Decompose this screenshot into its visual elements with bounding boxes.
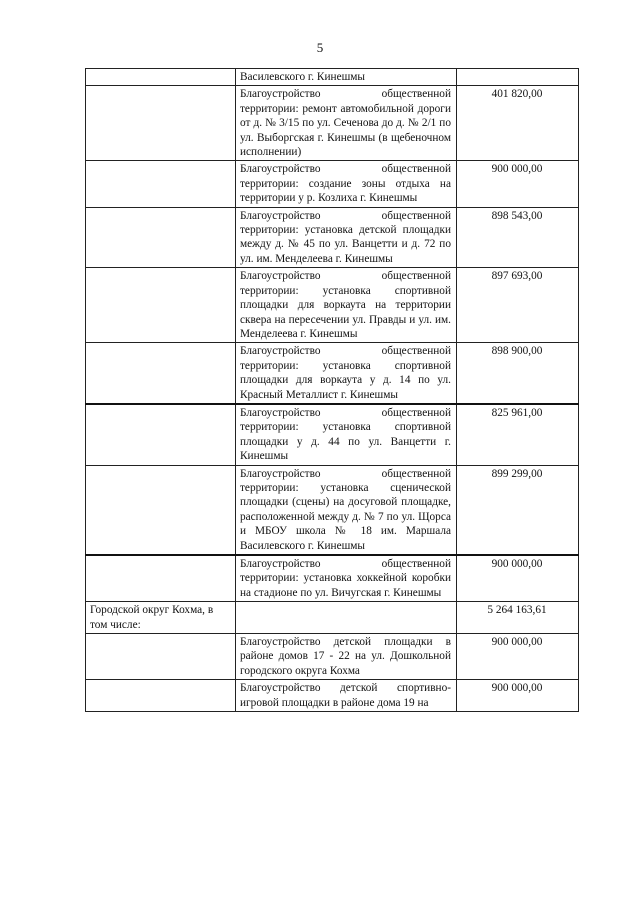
funding-table bbox=[85, 68, 579, 712]
project-cell: Благоустройство детской спортивно-игровой площадки в районе дома 19 на bbox=[236, 680, 457, 712]
municipality-cell bbox=[86, 465, 236, 555]
municipality-cell bbox=[86, 69, 236, 86]
amount-cell bbox=[457, 69, 579, 86]
amount-cell: 897 693,00 bbox=[457, 268, 579, 343]
table-row bbox=[86, 602, 579, 634]
project-cell: Благоустройство общественной территории: установка спортивной площадки для воркаута на территории сквера на пересечении ул. Правды и ул. им. Менделеева г. Кинешмы bbox=[236, 268, 457, 343]
amount-cell: 900 000,00 bbox=[457, 555, 579, 602]
municipality-cell: Городской округ Кохма, в том числе: bbox=[86, 602, 236, 634]
project-cell: Благоустройство общественной территории: установка спортивной площадки для воркаута у д. 14 по ул. Красный Металлист г. Кинешмы bbox=[236, 343, 457, 404]
table-row bbox=[86, 161, 579, 207]
municipality-cell bbox=[86, 268, 236, 343]
municipality-cell bbox=[86, 634, 236, 680]
table-row bbox=[86, 404, 579, 465]
municipality-cell bbox=[86, 555, 236, 602]
table-row bbox=[86, 555, 579, 602]
table-row bbox=[86, 343, 579, 404]
table-row bbox=[86, 680, 579, 712]
municipality-cell bbox=[86, 207, 236, 268]
amount-cell: 401 820,00 bbox=[457, 86, 579, 161]
municipality-cell bbox=[86, 86, 236, 161]
amount-cell: 898 900,00 bbox=[457, 343, 579, 404]
project-cell: Благоустройство общественной территории: установка сценической площадки (сцены) на досуговой площадке, расположенной между д. № 7 по ул. Щорса и МБОУ школа № 18 им. Маршала Василевского г. Кинешмы bbox=[236, 465, 457, 555]
municipality-cell bbox=[86, 404, 236, 465]
table-row bbox=[86, 69, 579, 86]
page-number: 5 bbox=[316, 40, 324, 55]
table-row bbox=[86, 465, 579, 555]
project-cell: Благоустройство детской площадки в районе домов 17 - 22 на ул. Дошкольной городского округа Кохма bbox=[236, 634, 457, 680]
project-cell bbox=[236, 602, 457, 634]
table-row bbox=[86, 207, 579, 268]
amount-cell: 5 264 163,61 bbox=[457, 602, 579, 634]
project-cell: Василевского г. Кинешмы bbox=[236, 69, 457, 86]
amount-cell: 899 299,00 bbox=[457, 465, 579, 555]
municipality-cell bbox=[86, 161, 236, 207]
project-cell: Благоустройство общественной территории: установка спортивной площадки у д. 44 по ул. Ванцетти г. Кинешмы bbox=[236, 404, 457, 465]
amount-cell: 898 543,00 bbox=[457, 207, 579, 268]
amount-cell: 900 000,00 bbox=[457, 680, 579, 712]
project-cell: Благоустройство общественной территории: создание зоны отдыха на территории у р. Козлиха г. Кинешмы bbox=[236, 161, 457, 207]
table-row bbox=[86, 268, 579, 343]
municipality-cell bbox=[86, 343, 236, 404]
project-cell: Благоустройство общественной территории: установка детской площадки между д. № 45 по ул. Ванцетти и д. 72 по ул. им. Менделеева г. Кинешмы bbox=[236, 207, 457, 268]
table-row bbox=[86, 634, 579, 680]
project-cell: Благоустройство общественной территории: установка хоккейной коробки на стадионе по ул. Вичугская г. Кинешмы bbox=[236, 555, 457, 602]
amount-cell: 900 000,00 bbox=[457, 161, 579, 207]
project-cell: Благоустройство общественной территории: ремонт автомобильной дороги от д. № 3/15 по ул. Сеченова до д. № 2/1 по ул. Выборгская г. Кинешмы (в щебеночном исполнении) bbox=[236, 86, 457, 161]
table-row bbox=[86, 86, 579, 161]
amount-cell: 825 961,00 bbox=[457, 404, 579, 465]
municipality-cell bbox=[86, 680, 236, 712]
amount-cell: 900 000,00 bbox=[457, 634, 579, 680]
